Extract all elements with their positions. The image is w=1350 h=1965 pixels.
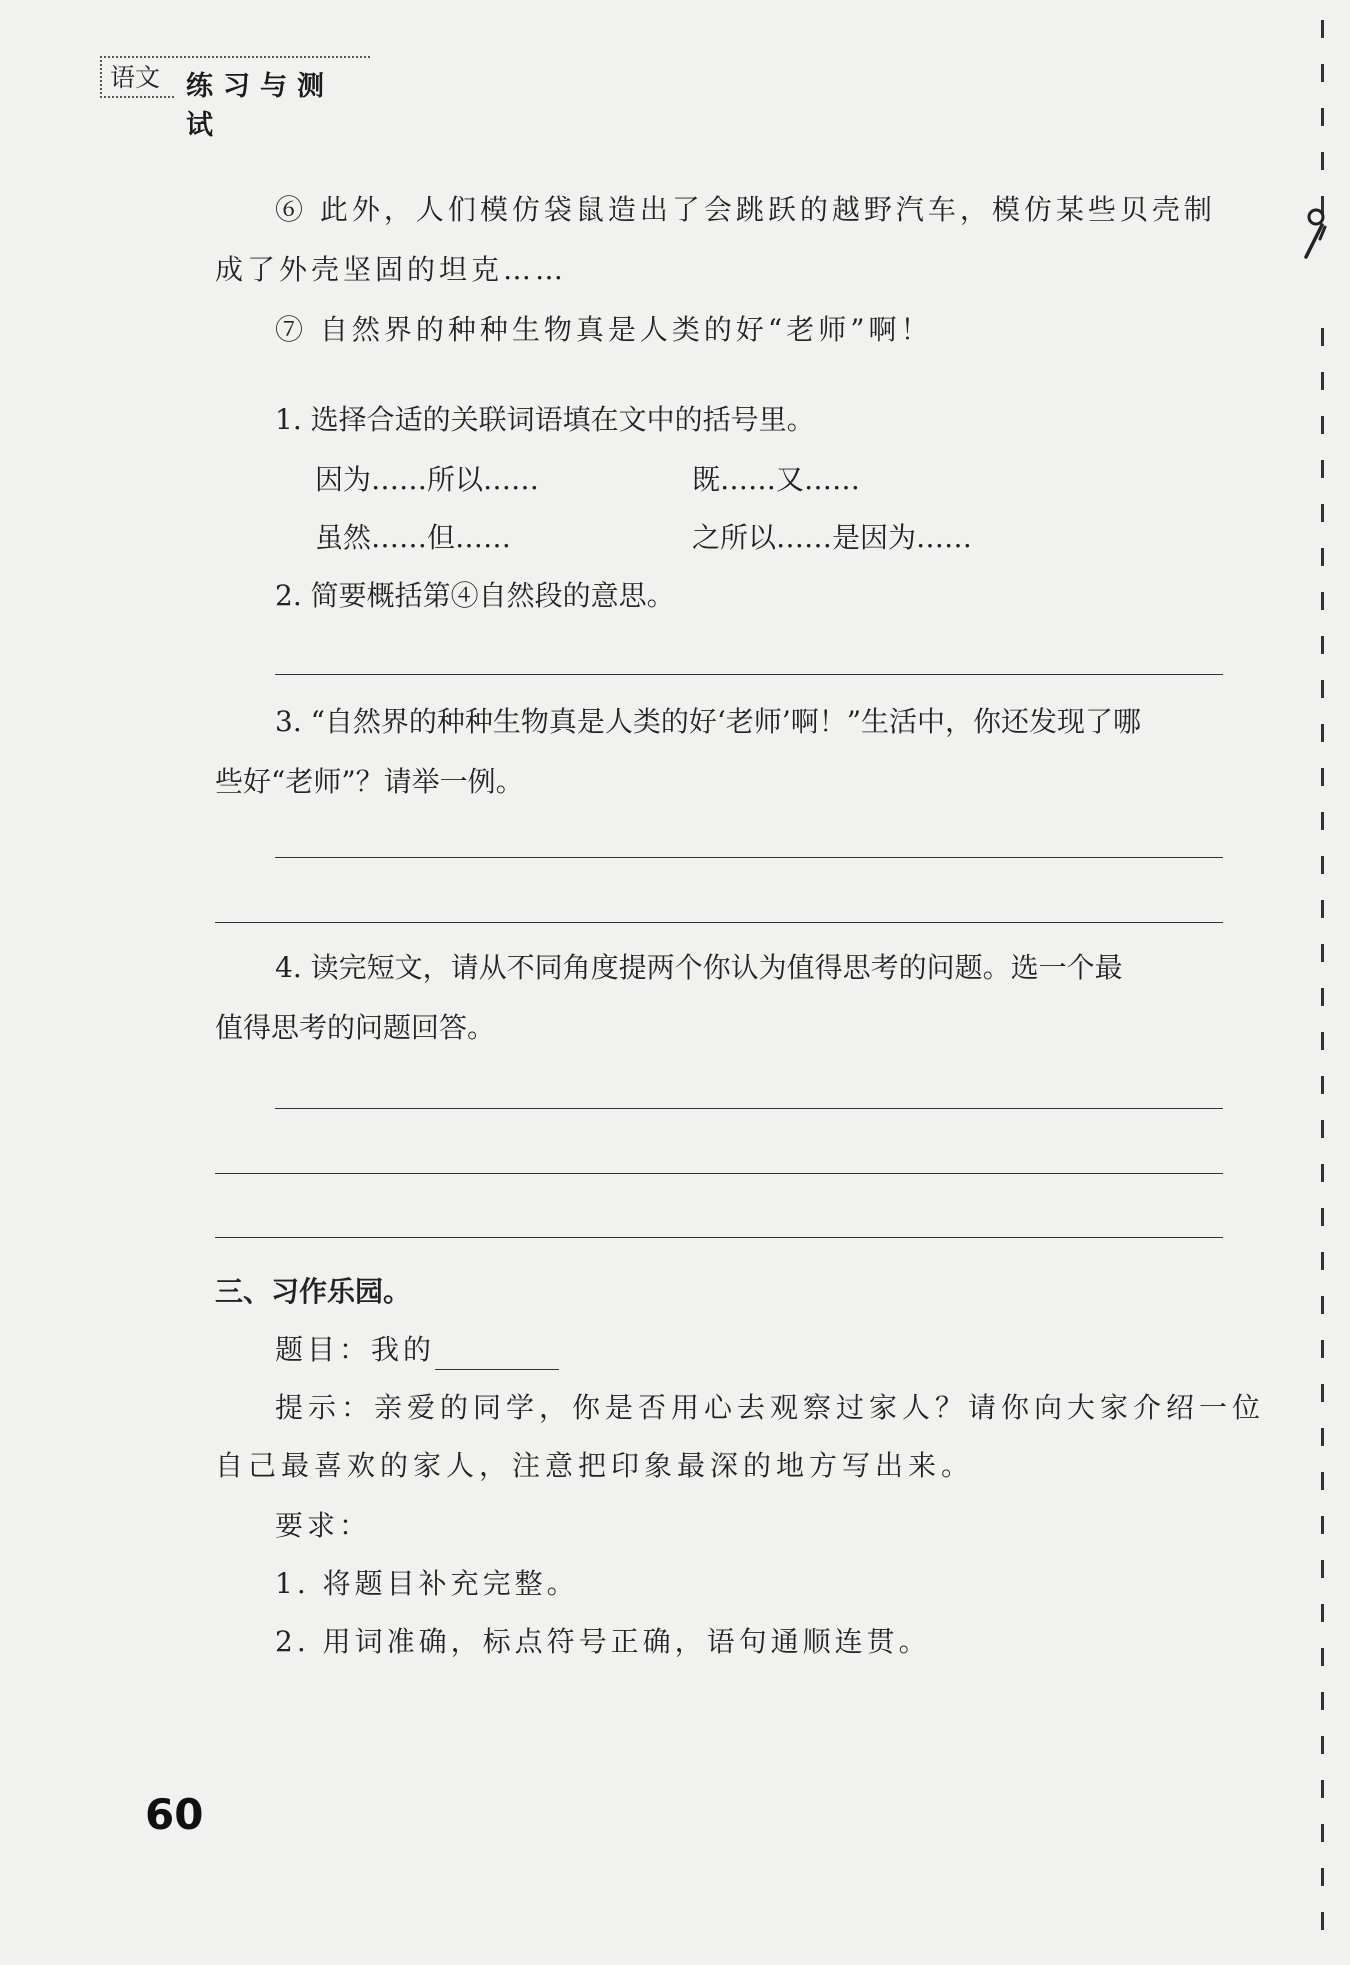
topic-row <box>275 1330 559 1370</box>
cut-line-tick <box>1321 1032 1324 1050</box>
cut-line-tick <box>1321 1604 1324 1622</box>
cut-line-tick <box>1321 1384 1324 1402</box>
cut-line-tick <box>1321 636 1324 654</box>
cut-line-tick <box>1321 856 1324 874</box>
answer-line-q3-2[interactable] <box>215 922 1223 923</box>
book-title: 练习与测试 <box>186 71 334 141</box>
cut-line-tick <box>1321 1824 1324 1842</box>
cut-line-tick <box>1321 1296 1324 1314</box>
hint-line-1: 提示：亲爱的同学，你是否用心去观察过家人？请你向大家介绍一位 <box>275 1391 1266 1424</box>
question-3-line-1: 3. “自然界的种种生物真是人类的好‘老师’啊！”生活中，你还发现了哪 <box>275 705 1142 738</box>
page-header <box>100 52 370 141</box>
answer-line-q4-1[interactable] <box>275 1108 1223 1109</box>
cut-line-tick <box>1321 1252 1324 1270</box>
option-suiran-dan: 虽然……但…… <box>315 521 512 554</box>
cut-line-tick <box>1321 372 1324 390</box>
cut-line-tick <box>1321 504 1324 522</box>
answer-line-q2[interactable] <box>275 674 1223 675</box>
cut-line-tick <box>1321 20 1324 38</box>
cut-line-tick <box>1321 680 1324 698</box>
answer-line-q4-2[interactable] <box>215 1173 1223 1174</box>
question-2: 2. 简要概括第④自然段的意思。 <box>275 579 675 612</box>
cut-line-tick <box>1321 1736 1324 1754</box>
cut-line-tick <box>1321 548 1324 566</box>
question-1: 1. 选择合适的关联词语填在文中的括号里。 <box>275 403 815 436</box>
cut-line-tick <box>1321 1868 1324 1886</box>
requirement-2: 2. 用词准确，标点符号正确，语句通顺连贯。 <box>275 1625 931 1658</box>
cut-line-tick <box>1321 64 1324 82</box>
option-yinwei-suoyi: 因为……所以…… <box>315 463 540 496</box>
cut-line-tick <box>1321 416 1324 434</box>
cut-line-tick <box>1321 1472 1324 1490</box>
requirements-label: 要求： <box>275 1509 372 1542</box>
cut-line-tick <box>1321 1912 1324 1930</box>
cut-line-tick <box>1321 1516 1324 1534</box>
cut-line-tick <box>1321 592 1324 610</box>
requirement-1: 1. 将题目补充完整。 <box>275 1567 579 1600</box>
cut-line-tick <box>1321 1648 1324 1666</box>
cut-line-tick <box>1321 1560 1324 1578</box>
answer-line-q4-3[interactable] <box>215 1237 1223 1238</box>
paragraph-6-line-2: 成了外壳坚固的坦克…… <box>215 253 568 286</box>
cut-line-tick <box>1321 1164 1324 1182</box>
cut-line-tick <box>1321 1780 1324 1798</box>
cut-line-tick <box>1321 1208 1324 1226</box>
topic-blank[interactable] <box>435 1339 559 1370</box>
cut-line-tick <box>1321 1692 1324 1710</box>
section-3-heading: 三、习作乐园。 <box>215 1275 412 1308</box>
subject-tag: 语文 <box>100 60 174 98</box>
cut-line-tick <box>1321 460 1324 478</box>
cut-line-tick <box>1321 944 1324 962</box>
cut-line-tick <box>1321 724 1324 742</box>
cut-line-tick <box>1321 328 1324 346</box>
question-4-line-2: 值得思考的问题回答。 <box>215 1011 496 1044</box>
paragraph-7: ⑦ 自然界的种种生物真是人类的好“老师”啊！ <box>275 313 933 346</box>
cut-line-tick <box>1321 152 1324 170</box>
cut-line-tick <box>1321 1076 1324 1094</box>
cut-line-tick <box>1321 108 1324 126</box>
topic-label: 题目：我的 <box>275 1333 436 1366</box>
option-ji-you: 既……又…… <box>692 463 861 496</box>
cut-line-tick <box>1321 900 1324 918</box>
question-4-line-1: 4. 读完短文，请从不同角度提两个你认为值得思考的问题。选一个最 <box>275 951 1123 984</box>
cut-line-tick <box>1321 1340 1324 1358</box>
question-3-line-2: 些好“老师”？请举一例。 <box>215 765 524 798</box>
cut-line-tick <box>1321 768 1324 786</box>
answer-line-q3-1[interactable] <box>275 857 1223 858</box>
scissors-icon <box>1298 205 1334 265</box>
option-zhisuoyi-shiyinwei: 之所以……是因为…… <box>692 521 973 554</box>
header-dotted-rule <box>100 56 370 58</box>
cut-line-tick <box>1321 1428 1324 1446</box>
paragraph-6-line-1: ⑥ 此外，人们模仿袋鼠造出了会跳跃的越野汽车，模仿某些贝壳制 <box>275 193 1216 226</box>
cut-line-tick <box>1321 812 1324 830</box>
cut-line-tick <box>1321 988 1324 1006</box>
cut-line <box>1321 10 1325 1955</box>
page-number: 60 <box>145 1790 204 1839</box>
hint-line-2: 自己最喜欢的家人，注意把印象最深的地方写出来。 <box>215 1449 975 1482</box>
cut-line-tick <box>1321 1120 1324 1138</box>
